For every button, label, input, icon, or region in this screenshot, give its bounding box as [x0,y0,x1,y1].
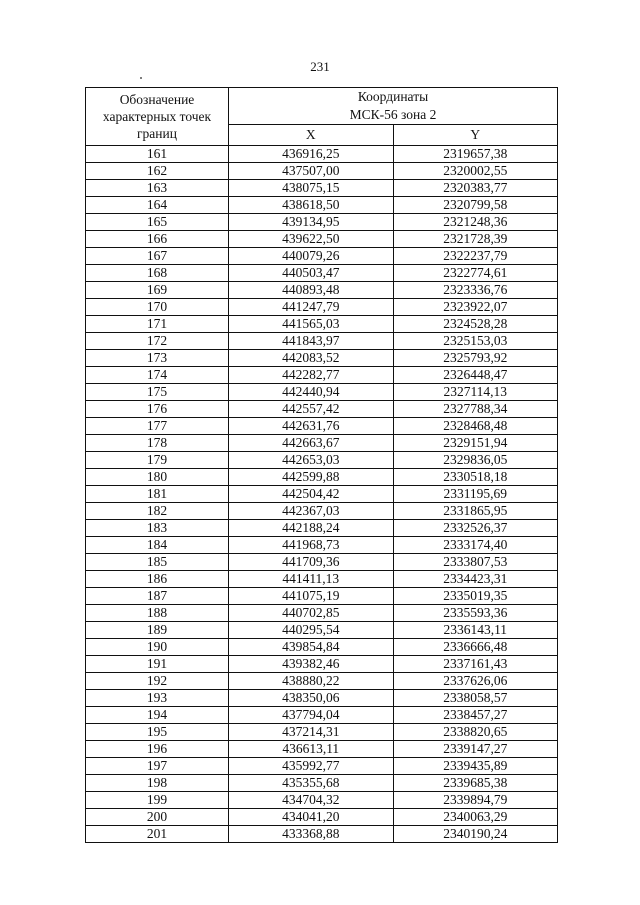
y-coordinate-cell: 2321728,39 [393,231,558,248]
table-row [86,248,558,265]
table-row [86,588,558,605]
table-header-row [86,88,558,125]
y-coordinate-cell: 2327114,13 [393,384,558,401]
point-number-cell: 201 [86,826,229,843]
point-number-cell: 193 [86,690,229,707]
table-row [86,435,558,452]
coordinates-table [85,87,558,843]
x-coordinate-cell: 442282,77 [229,367,394,384]
table-row [86,316,558,333]
y-coordinate-cell: 2338457,27 [393,707,558,724]
table-row [86,265,558,282]
x-coordinate-cell: 434041,20 [229,809,394,826]
table-row [86,639,558,656]
x-coordinate-cell: 435355,68 [229,775,394,792]
point-number-cell: 192 [86,673,229,690]
page-number: 231 [310,59,330,74]
x-coordinate-cell: 440079,26 [229,248,394,265]
y-coordinate-cell: 2339685,38 [393,775,558,792]
y-coordinate-cell: 2325793,92 [393,350,558,367]
point-number-cell: 171 [86,316,229,333]
y-coordinate-cell: 2328468,48 [393,418,558,435]
table-row [86,367,558,384]
x-coordinate-cell: 440295,54 [229,622,394,639]
x-coordinate-cell: 439382,46 [229,656,394,673]
x-coordinate-cell: 442504,42 [229,486,394,503]
point-number-cell: 180 [86,469,229,486]
y-coordinate-cell: 2320002,55 [393,163,558,180]
point-number-cell: 183 [86,520,229,537]
y-coordinate-cell: 2321248,36 [393,214,558,231]
point-number-cell: 181 [86,486,229,503]
point-number-cell: 199 [86,792,229,809]
table-row [86,554,558,571]
table-row [86,163,558,180]
y-coordinate-cell: 2331195,69 [393,486,558,503]
table-row [86,486,558,503]
table-row [86,571,558,588]
y-coordinate-cell: 2322237,79 [393,248,558,265]
table-row [86,656,558,673]
table-row [86,146,558,163]
table-row [86,809,558,826]
table-row [86,826,558,843]
x-coordinate-cell: 442367,03 [229,503,394,520]
x-coordinate-cell: 441843,97 [229,333,394,350]
x-coordinate-cell: 441247,79 [229,299,394,316]
x-coordinate-cell: 436613,11 [229,741,394,758]
point-number-cell: 161 [86,146,229,163]
x-coordinate-cell: 438075,15 [229,180,394,197]
point-number-cell: 198 [86,775,229,792]
y-coordinate-cell: 2337161,43 [393,656,558,673]
point-number-cell: 197 [86,758,229,775]
y-coordinate-cell: 2339147,27 [393,741,558,758]
y-coordinate-cell: 2326448,47 [393,367,558,384]
x-coordinate-cell: 437794,04 [229,707,394,724]
point-number-cell: 169 [86,282,229,299]
table-row [86,452,558,469]
x-coordinate-cell: 442083,52 [229,350,394,367]
point-number-cell: 190 [86,639,229,656]
x-coordinate-cell: 441075,19 [229,588,394,605]
table-row [86,231,558,248]
header-y: Y [393,125,558,146]
table-row [86,690,558,707]
x-coordinate-cell: 435992,77 [229,758,394,775]
x-coordinate-cell: 442557,42 [229,401,394,418]
x-coordinate-cell: 436916,25 [229,146,394,163]
y-coordinate-cell: 2320799,58 [393,197,558,214]
point-number-cell: 200 [86,809,229,826]
y-coordinate-cell: 2323922,07 [393,299,558,316]
y-coordinate-cell: 2339894,79 [393,792,558,809]
table-row [86,673,558,690]
y-coordinate-cell: 2324528,28 [393,316,558,333]
x-coordinate-cell: 441968,73 [229,537,394,554]
point-number-cell: 175 [86,384,229,401]
y-coordinate-cell: 2320383,77 [393,180,558,197]
point-number-cell: 168 [86,265,229,282]
point-number-cell: 174 [86,367,229,384]
x-coordinate-cell: 440503,47 [229,265,394,282]
point-number-cell: 170 [86,299,229,316]
x-coordinate-cell: 437214,31 [229,724,394,741]
table-row [86,622,558,639]
x-coordinate-cell: 433368,88 [229,826,394,843]
point-number-cell: 176 [86,401,229,418]
x-coordinate-cell: 438880,22 [229,673,394,690]
table-row [86,605,558,622]
point-number-cell: 188 [86,605,229,622]
y-coordinate-cell: 2323336,76 [393,282,558,299]
y-coordinate-cell: 2340190,24 [393,826,558,843]
point-number-cell: 194 [86,707,229,724]
x-coordinate-cell: 439622,50 [229,231,394,248]
y-coordinate-cell: 2327788,34 [393,401,558,418]
table-row [86,520,558,537]
y-coordinate-cell: 2330518,18 [393,469,558,486]
point-number-cell: 167 [86,248,229,265]
x-coordinate-cell: 439854,84 [229,639,394,656]
table-row [86,724,558,741]
point-number-cell: 172 [86,333,229,350]
point-number-cell: 195 [86,724,229,741]
table-row [86,503,558,520]
point-number-cell: 185 [86,554,229,571]
table-row [86,214,558,231]
table-row [86,792,558,809]
point-number-cell: 187 [86,588,229,605]
y-coordinate-cell: 2338820,65 [393,724,558,741]
point-number-cell: 164 [86,197,229,214]
point-number-cell: 189 [86,622,229,639]
point-number-cell: 184 [86,537,229,554]
point-number-cell: 178 [86,435,229,452]
y-coordinate-cell: 2334423,31 [393,571,558,588]
y-coordinate-cell: 2340063,29 [393,809,558,826]
y-coordinate-cell: 2332526,37 [393,520,558,537]
x-coordinate-cell: 441709,36 [229,554,394,571]
point-number-cell: 165 [86,214,229,231]
x-coordinate-cell: 442663,67 [229,435,394,452]
x-coordinate-cell: 442440,94 [229,384,394,401]
point-number-cell: 191 [86,656,229,673]
x-coordinate-cell: 440702,85 [229,605,394,622]
point-number-cell: 182 [86,503,229,520]
y-coordinate-cell: 2325153,03 [393,333,558,350]
table-row [86,282,558,299]
table-row [86,418,558,435]
x-coordinate-cell: 442653,03 [229,452,394,469]
y-coordinate-cell: 2335019,35 [393,588,558,605]
table-row [86,180,558,197]
y-coordinate-cell: 2338058,57 [393,690,558,707]
x-coordinate-cell: 437507,00 [229,163,394,180]
y-coordinate-cell: 2322774,61 [393,265,558,282]
y-coordinate-cell: 2319657,38 [393,146,558,163]
y-coordinate-cell: 2333174,40 [393,537,558,554]
x-coordinate-cell: 441565,03 [229,316,394,333]
point-number-cell: 166 [86,231,229,248]
x-coordinate-cell: 442631,76 [229,418,394,435]
y-coordinate-cell: 2336143,11 [393,622,558,639]
x-coordinate-cell: 434704,32 [229,792,394,809]
y-coordinate-cell: 2335593,36 [393,605,558,622]
point-number-cell: 173 [86,350,229,367]
header-coordinate-system: МСК-56 зона 2 [349,107,437,122]
table-row [86,197,558,214]
table-row [86,707,558,724]
y-coordinate-cell: 2329836,05 [393,452,558,469]
x-coordinate-cell: 440893,48 [229,282,394,299]
point-number-cell: 163 [86,180,229,197]
scan-speck [140,77,142,79]
y-coordinate-cell: 2336666,48 [393,639,558,656]
table-row [86,401,558,418]
point-number-cell: 177 [86,418,229,435]
point-number-cell: 186 [86,571,229,588]
table-row [86,299,558,316]
header-coordinates-group [229,88,558,125]
y-coordinate-cell: 2329151,94 [393,435,558,452]
table-row [86,333,558,350]
x-coordinate-cell: 439134,95 [229,214,394,231]
x-coordinate-cell: 442188,24 [229,520,394,537]
table-row [86,350,558,367]
table-row [86,469,558,486]
table-row [86,741,558,758]
x-coordinate-cell: 441411,13 [229,571,394,588]
x-coordinate-cell: 438618,50 [229,197,394,214]
y-coordinate-cell: 2337626,06 [393,673,558,690]
y-coordinate-cell: 2339435,89 [393,758,558,775]
y-coordinate-cell: 2333807,53 [393,554,558,571]
x-coordinate-cell: 438350,06 [229,690,394,707]
table-row [86,758,558,775]
table-row [86,537,558,554]
point-number-cell: 162 [86,163,229,180]
point-number-cell: 179 [86,452,229,469]
header-point-label: Обозначение характерных точек границ [86,88,229,146]
table-row [86,384,558,401]
x-coordinate-cell: 442599,88 [229,469,394,486]
table-body [86,146,558,843]
header-coordinates-title: Координаты [357,89,429,104]
y-coordinate-cell: 2331865,95 [393,503,558,520]
point-number-cell: 196 [86,741,229,758]
table-row [86,775,558,792]
header-x: X [229,125,394,146]
